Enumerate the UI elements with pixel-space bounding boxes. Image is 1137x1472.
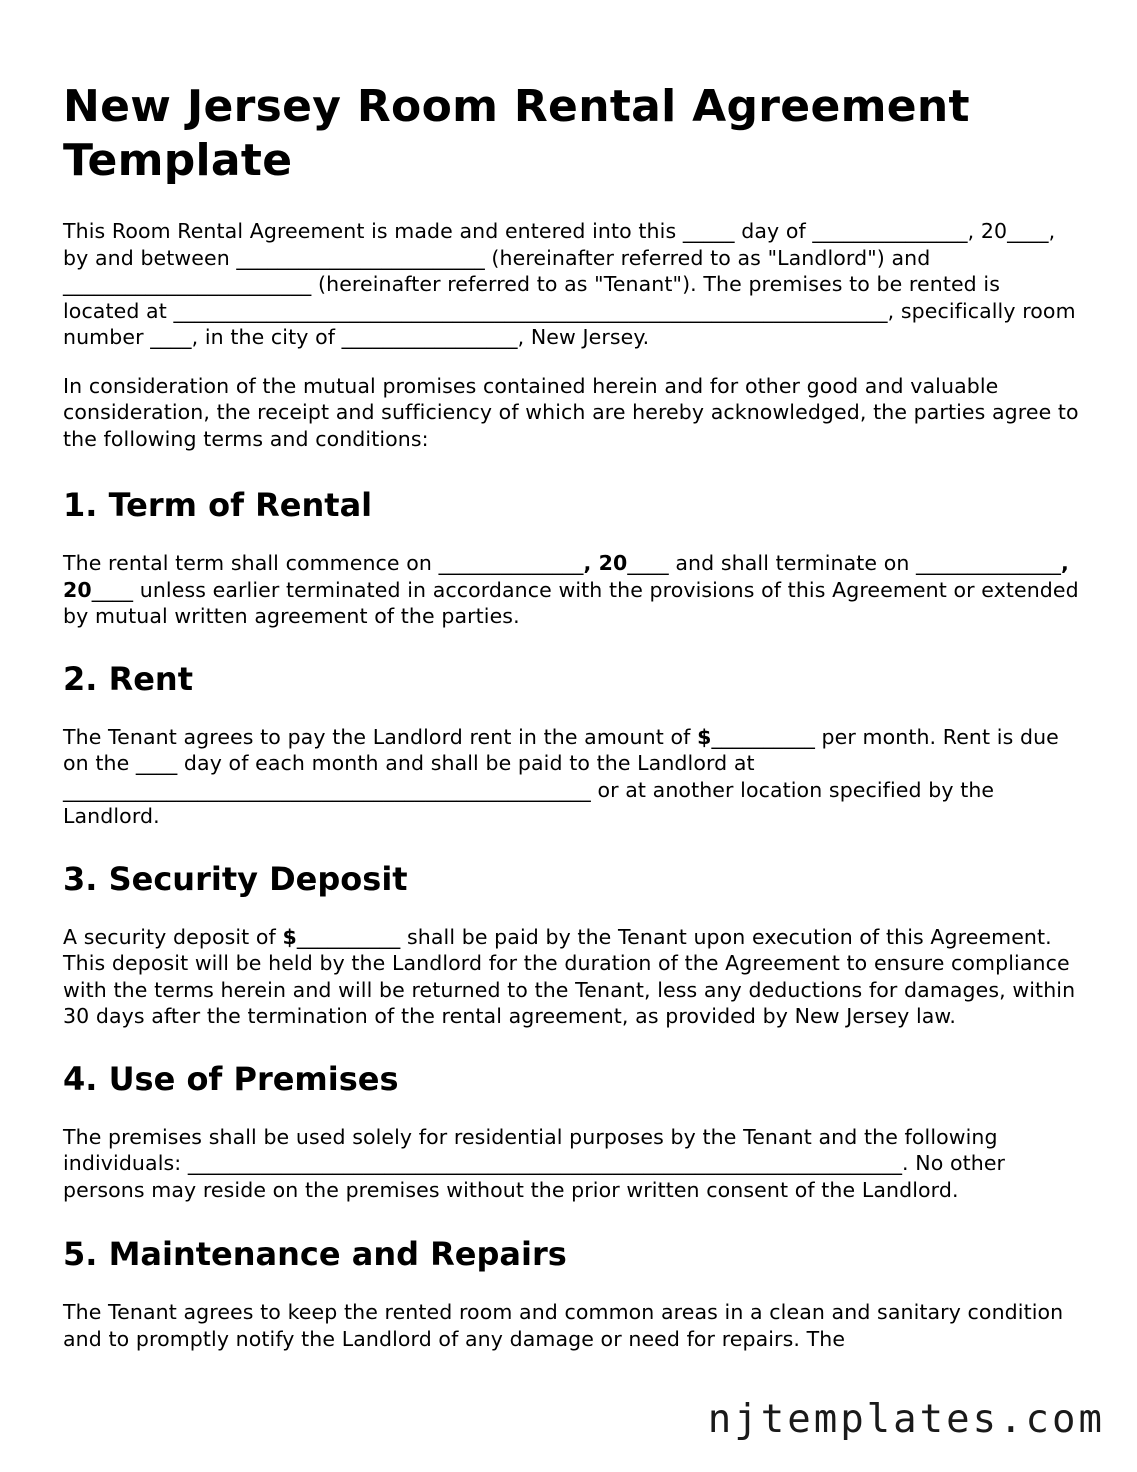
section-body-security-deposit: A security deposit of $__________ shall be paid by the Tenant upon execution of this Agreement. This deposit will be held by the Landlord for the duration of the Agreement to ensure compliance with the terms herein and will be returned to the Tenant, less any deductions for damages, within 30 days after the termination of the rental agreement, as provided by New Jersey law.: [63, 924, 1076, 1028]
document-title: New Jersey Room Rental Agreement Template: [63, 81, 970, 186]
section-body-rent: The Tenant agrees to pay the Landlord rent in the amount of $__________ per month. Rent is due on the ____ day of each month and shall be paid to the Landlord at ___________________________________________________ or at another location specified by the Landlord.: [63, 724, 1059, 828]
section-heading-security-deposit: 3. Security Deposit: [63, 859, 408, 898]
section-heading-rent: 2. Rent: [63, 659, 193, 698]
consideration-paragraph: In consideration of the mutual promises contained herein and for other good and valuable consideration, the receipt and sufficiency of which are hereby acknowledged, the parties agree to the following terms and conditions:: [63, 373, 1079, 451]
section-body-term: The rental term shall commence on ______________, 20____ and shall terminate on ______________, 20____ unless earlier terminated in accordance with the provisions of this Agreement or extended by mutual written agreement of the parties.: [63, 551, 1079, 628]
document-page: [63, 80, 1083, 1352]
section-body-maintenance: The Tenant agrees to keep the rented room and common areas in a clean and sanitary condition and to promptly notify the Landlord of any damage or need for repairs. The: [63, 1300, 1064, 1351]
section-body-use-of-premises: The premises shall be used solely for residential purposes by the Tenant and the following individuals: _____________________________________________________________________. No other persons may reside on the premises without the prior written consent of the Landlord.: [63, 1124, 1006, 1202]
section-heading-term: 1. Term of Rental: [63, 486, 373, 524]
section-heading-maintenance: 5. Maintenance and Repairs: [63, 1235, 567, 1273]
watermark-text: njtemplates.com: [707, 1397, 1105, 1442]
section-heading-use-of-premises: 4. Use of Premises: [63, 1059, 399, 1098]
intro-paragraph: This Room Rental Agreement is made and entered into this _____ day of _______________, 20____, by and between ________________________ (hereinafter referred to as "Landlord") and ________________________ (hereinafter referred to as "Tenant"). The premises to be rented is located at _____________________________________________________________________, specifically room number ____, in the city of _________________, New Jersey.: [63, 219, 1076, 349]
